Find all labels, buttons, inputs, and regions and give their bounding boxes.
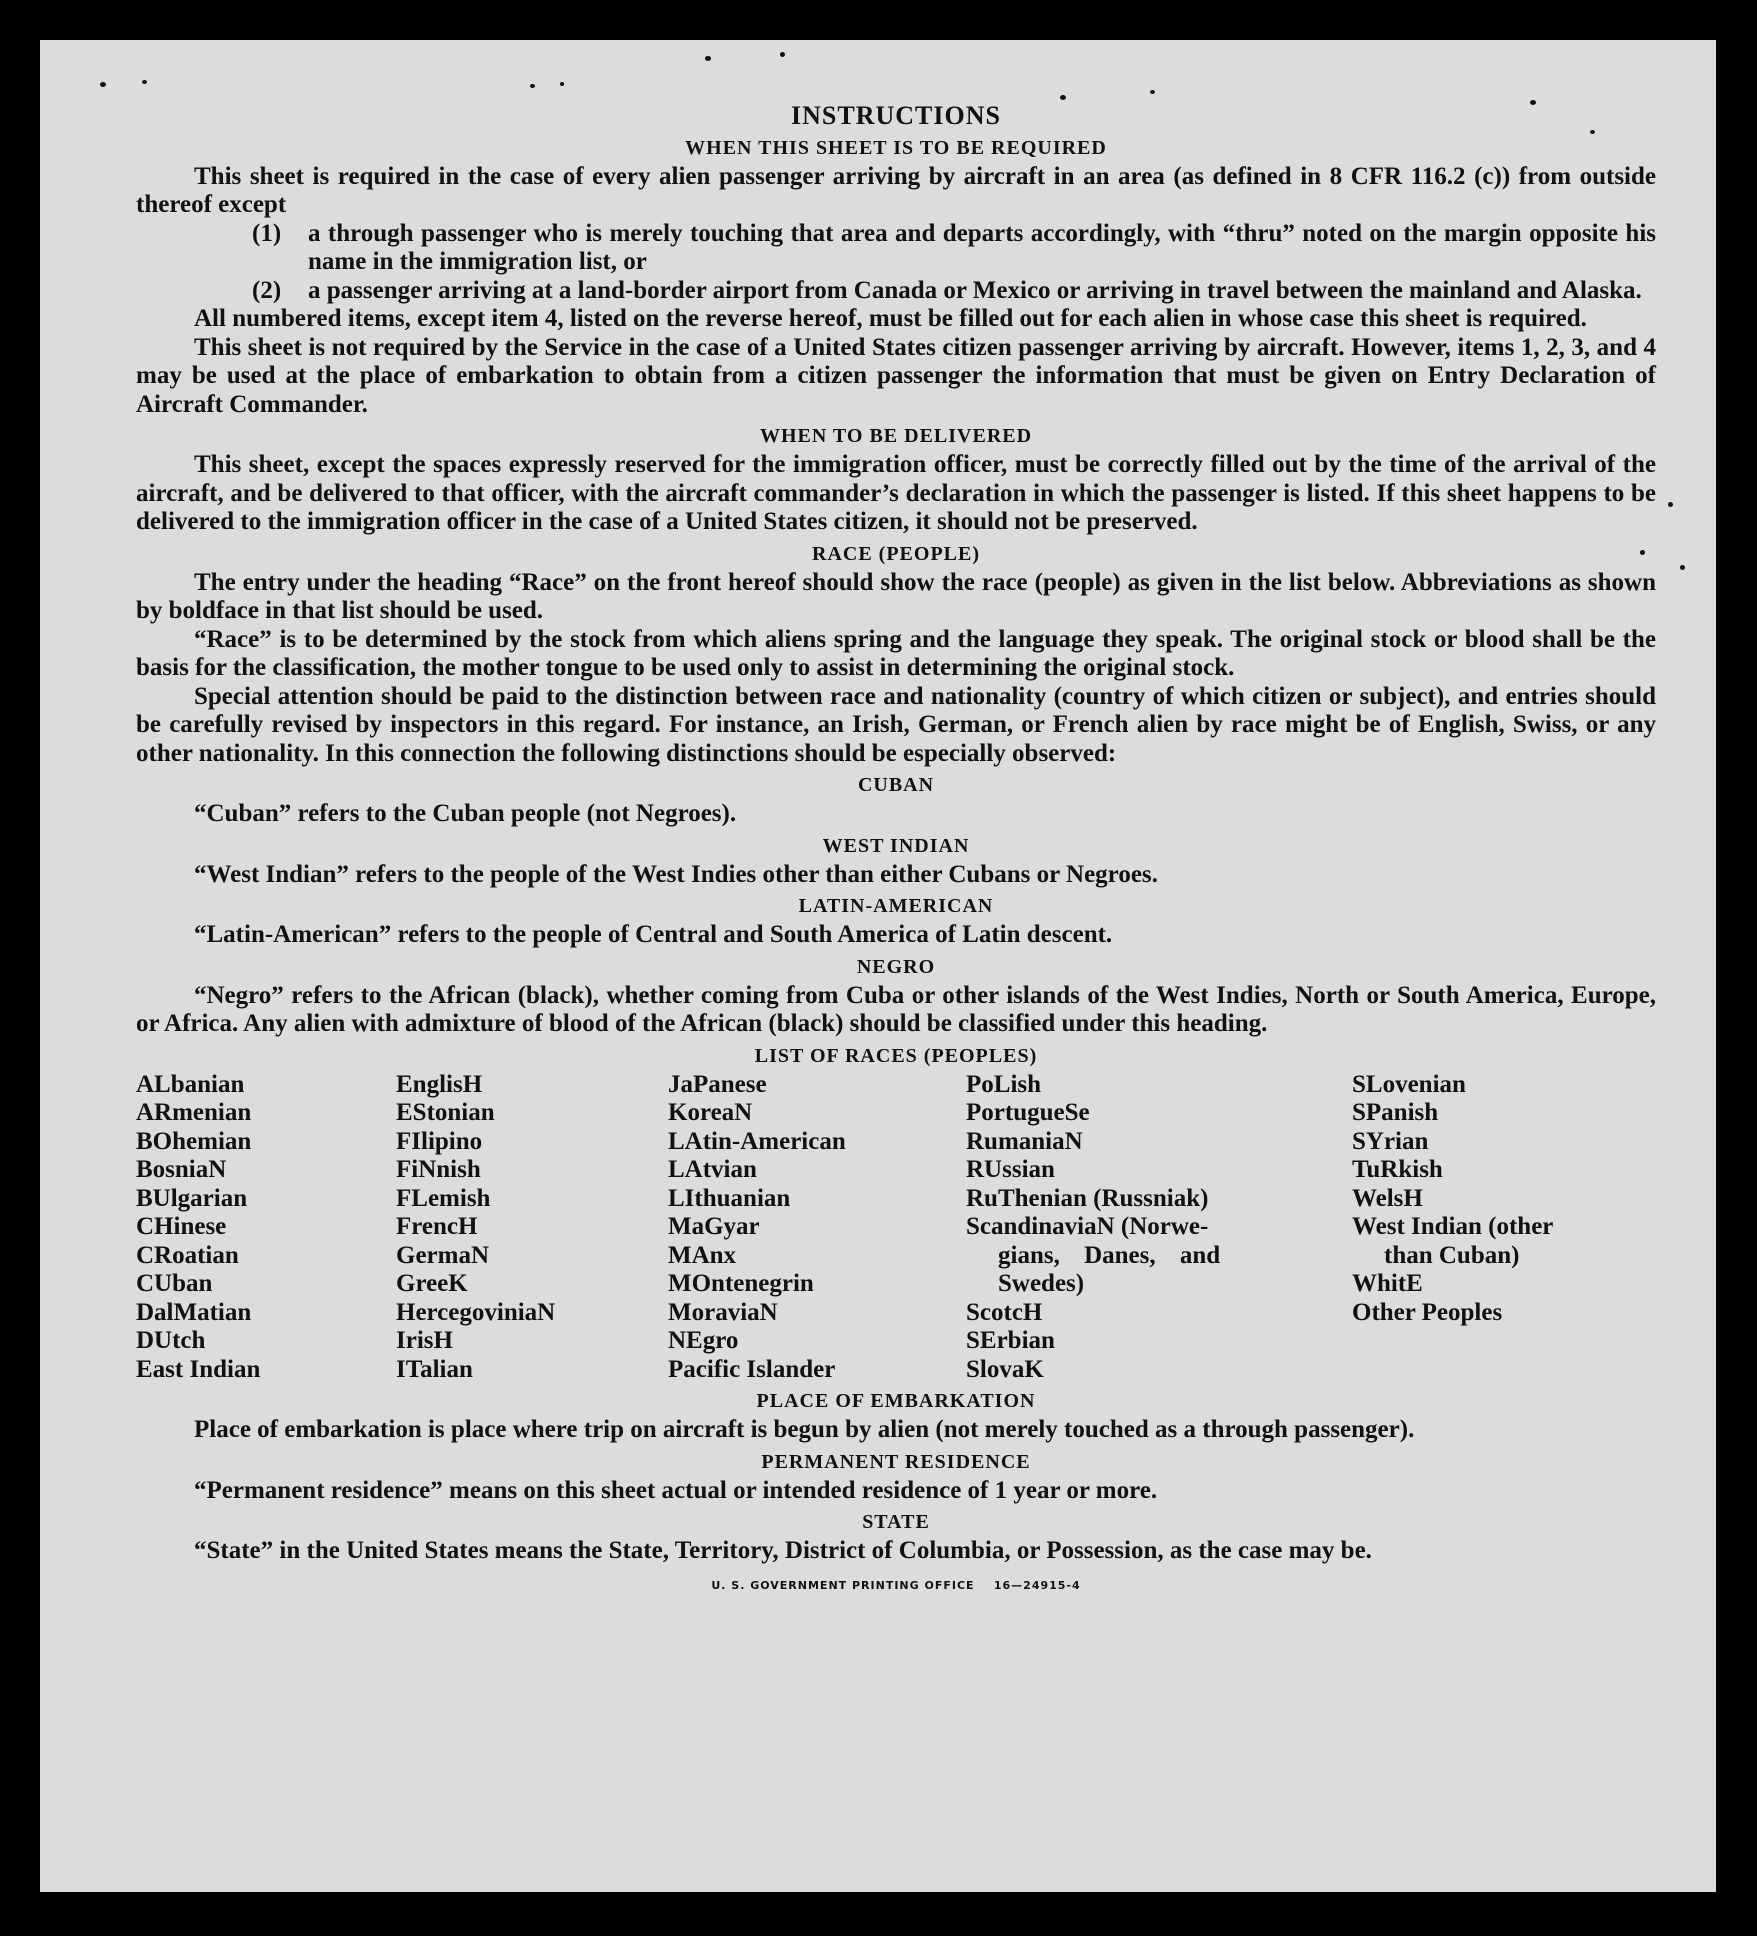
race-entry: LAtvian bbox=[668, 1156, 757, 1183]
race-entry: SPanish bbox=[1352, 1099, 1439, 1126]
race-entry: EStonian bbox=[396, 1099, 495, 1126]
race-entry: WelsH bbox=[1352, 1184, 1423, 1212]
section-heading-race: RACE (PEOPLE) bbox=[812, 542, 980, 565]
required-paragraph: All numbered items, except item 4, listed on the reverse hereof, must be filled out for each alien in whose case this sheet is required. bbox=[194, 305, 1587, 332]
race-paragraph: “Race” is to be determined by the stock from which aliens spring and the language they speak. The original stock or blood shall be the basis for the classification, the mother tongue to be used only to assist in determining the original stock. bbox=[136, 625, 1656, 681]
race-entry: NEgro bbox=[668, 1327, 739, 1354]
exception-item bbox=[252, 277, 1656, 306]
race-entry: ITalian bbox=[396, 1355, 473, 1383]
race-entry: PoLish bbox=[966, 1070, 1042, 1098]
race-entry: EnglisH bbox=[396, 1070, 483, 1098]
section-heading-residence: PERMANENT RESIDENCE bbox=[761, 1450, 1031, 1473]
race-entry: Pacific Islander bbox=[668, 1355, 836, 1383]
race-entry: ScandinaviaN (Norwe- bbox=[966, 1213, 1209, 1240]
race-entry: JaPanese bbox=[668, 1070, 767, 1098]
latin-american-paragraph: “Latin-American” refers to the people of Central and South America of Latin descent. bbox=[194, 921, 1113, 948]
race-entry: BosniaN bbox=[136, 1156, 227, 1183]
race-column bbox=[396, 1071, 668, 1385]
embarkation-paragraph: Place of embarkation is place where trip on aircraft is begun by alien (not merely touched as a through passenger). bbox=[194, 1416, 1415, 1443]
race-entry: FLemish bbox=[396, 1184, 491, 1212]
section-heading-delivered: WHEN TO BE DELIVERED bbox=[759, 425, 1033, 447]
race-entry: GermaN bbox=[396, 1241, 490, 1269]
race-entry: RuThenian (Russniak) bbox=[966, 1184, 1209, 1212]
state-paragraph: “State” in the United States means the State, Territory, District of Columbia, or Possession, as the case may be. bbox=[194, 1537, 1372, 1564]
race-entry: CUban bbox=[136, 1270, 213, 1297]
race-entry: WhitE bbox=[1352, 1270, 1423, 1297]
exception-text: a through passenger who is merely touching that area and departs accordingly, with “thru” noted on the margin opposite his name in the immigration list, or bbox=[308, 219, 1656, 275]
document-page bbox=[40, 40, 1716, 1892]
section-heading-state: STATE bbox=[862, 1511, 930, 1533]
race-entry: SYrian bbox=[1352, 1127, 1429, 1155]
race-column bbox=[668, 1071, 966, 1385]
exception-text: a passenger arriving at a land-border airport from Canada or Mexico or arriving in travel between the mainland and Alaska. bbox=[308, 276, 1642, 304]
race-entry: BOhemian bbox=[136, 1127, 252, 1155]
section-heading-list: LIST OF RACES (PEOPLES) bbox=[754, 1044, 1038, 1067]
race-entry: MAnx bbox=[668, 1241, 737, 1269]
race-entry: SErbian bbox=[966, 1327, 1055, 1354]
race-entry: TuRkish bbox=[1352, 1156, 1443, 1183]
race-paragraph: The entry under the heading “Race” on the front hereof should show the race (people) as given in the list below. Abbreviations as shown by boldface in that list should be used. bbox=[136, 568, 1656, 624]
race-entry: PortugueSe bbox=[966, 1099, 1090, 1126]
race-entry: MOntenegrin bbox=[668, 1270, 814, 1297]
race-entry: HercegoviniaN bbox=[396, 1298, 556, 1326]
page-title: INSTRUCTIONS bbox=[791, 101, 1001, 130]
race-entry: IrisH bbox=[396, 1327, 453, 1354]
race-column bbox=[136, 1071, 396, 1385]
race-list bbox=[136, 1071, 1656, 1385]
race-entry: RUssian bbox=[966, 1156, 1055, 1183]
west-indian-paragraph: “West Indian” refers to the people of the West Indies other than either Cubans or Negroes. bbox=[194, 860, 1158, 888]
race-entry: than Cuban) bbox=[1384, 1241, 1520, 1269]
exception-item bbox=[252, 220, 1656, 277]
race-entry: CHinese bbox=[136, 1213, 227, 1240]
section-heading-embarkation: PLACE OF EMBARKATION bbox=[756, 1390, 1036, 1412]
race-entry: FiNnish bbox=[396, 1156, 481, 1183]
required-paragraph: This sheet is not required by the Service in the case of a United States citizen passenger arriving by aircraft. However, items 1, 2, 3, and 4 may be used at the place of embarkation to obtain from a citizen passenger the information that must be given on Entry Declaration of Aircraft Commander. bbox=[136, 333, 1656, 418]
exception-number: (1) bbox=[252, 219, 282, 247]
race-column bbox=[966, 1071, 1352, 1385]
race-entry: ALbanian bbox=[136, 1070, 245, 1098]
race-entry: ARmenian bbox=[136, 1099, 252, 1126]
race-entry: RumaniaN bbox=[966, 1127, 1083, 1155]
race-entry: LIthuanian bbox=[668, 1184, 791, 1212]
race-entry: DUtch bbox=[136, 1327, 206, 1354]
printing-office-footer: U. S. GOVERNMENT PRINTING OFFICE 16—24915-4 bbox=[711, 1578, 1081, 1592]
section-heading-negro: NEGRO bbox=[856, 955, 936, 978]
race-paragraph: Special attention should be paid to the distinction between race and nationality (country of which citizen or subject), and entries should be carefully revised by inspectors in this regard. For instance, an Irish, German, or French alien by race might be of English, Swiss, or any other nationality. In this connection the following distinctions should be especially observed: bbox=[136, 682, 1656, 767]
race-entry: LAtin-American bbox=[668, 1127, 846, 1155]
section-heading-latin-american: LATIN-AMERICAN bbox=[798, 895, 994, 917]
race-entry: West Indian (other bbox=[1352, 1213, 1554, 1240]
race-entry: GreeK bbox=[396, 1270, 468, 1297]
race-entry: DalMatian bbox=[136, 1298, 252, 1326]
race-entry: East Indian bbox=[136, 1355, 261, 1383]
race-entry: SlovaK bbox=[966, 1355, 1044, 1383]
race-entry: FIlipino bbox=[396, 1127, 483, 1155]
race-entry: BUlgarian bbox=[136, 1184, 248, 1212]
required-intro: This sheet is required in the case of every alien passenger arriving by aircraft in an area (as defined in 8 CFR 116.2 (c)) from outside thereof except bbox=[136, 162, 1656, 218]
cuban-paragraph: “Cuban” refers to the Cuban people (not Negroes). bbox=[194, 800, 737, 827]
race-column bbox=[1352, 1071, 1622, 1385]
race-entry: ScotcH bbox=[966, 1298, 1043, 1326]
race-entry: Swedes) bbox=[998, 1270, 1085, 1297]
section-heading-west-indian: WEST INDIAN bbox=[822, 834, 970, 857]
residence-paragraph: “Permanent residence” means on this sheet actual or intended residence of 1 year or more. bbox=[194, 1476, 1158, 1504]
race-entry: FrencH bbox=[396, 1213, 478, 1240]
race-entry: SLovenian bbox=[1352, 1070, 1466, 1098]
delivered-paragraph: This sheet, except the spaces expressly reserved for the immigration officer, must be correctly filled out by the time of the arrival of the aircraft, and be delivered to that officer, with the aircraft commander’s declaration in which the passenger is listed. If this sheet happens to be delivered to the immigration officer in the case of a United States citizen, it should not be preserved. bbox=[136, 451, 1656, 535]
race-entry: KoreaN bbox=[668, 1099, 753, 1126]
race-entry: MaGyar bbox=[668, 1213, 760, 1240]
race-entry: Other Peoples bbox=[1352, 1298, 1503, 1326]
negro-paragraph: “Negro” refers to the African (black), whether coming from Cuba or other islands of the West Indies, North or South America, Europe, or Africa. Any alien with admixture of blood of the African (black) should be classified under this heading. bbox=[136, 981, 1656, 1037]
section-heading-cuban: CUBAN bbox=[857, 774, 935, 796]
race-entry: MoraviaN bbox=[668, 1298, 778, 1326]
section-heading-required: WHEN THIS SHEET IS TO BE REQUIRED bbox=[685, 136, 1107, 159]
race-entry: CRoatian bbox=[136, 1241, 239, 1269]
exception-number: (2) bbox=[252, 276, 282, 304]
race-entry: gians, Danes, and bbox=[998, 1241, 1221, 1269]
